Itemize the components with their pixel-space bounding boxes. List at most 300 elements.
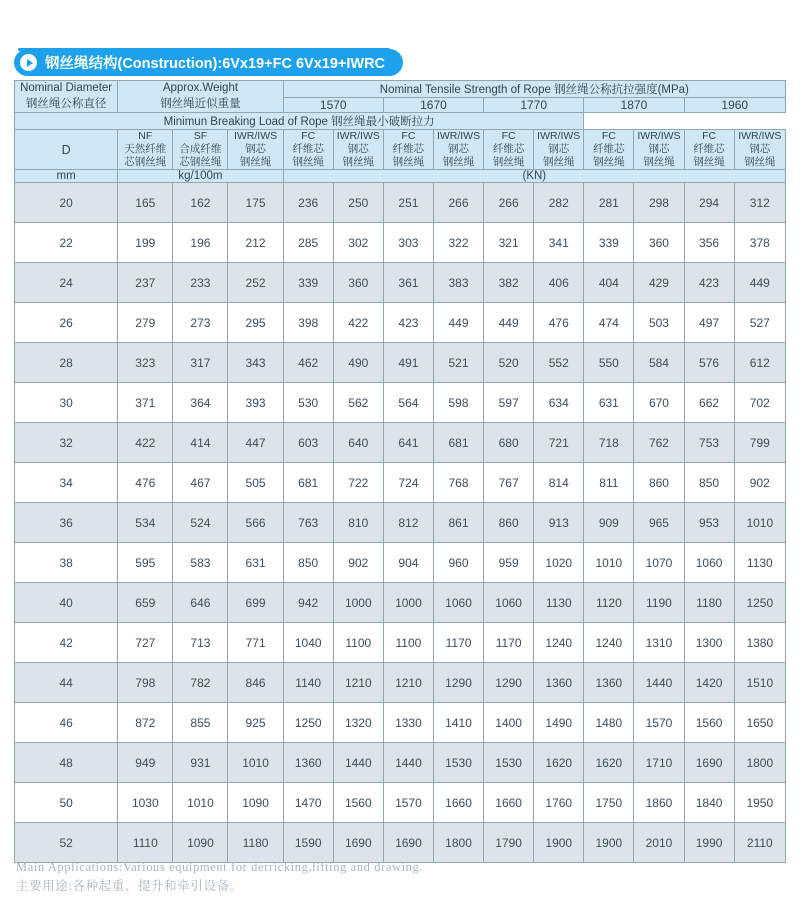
cell-breaking-load-8: 503 xyxy=(634,303,684,343)
header-row-column-codes xyxy=(15,130,786,170)
cell-breaking-load-2: 360 xyxy=(333,263,383,303)
table-row xyxy=(15,583,786,623)
header-code: IWR/IWS xyxy=(233,130,278,143)
header-weight-cn: 钢丝绳近似重量 xyxy=(160,97,241,110)
cell-breaking-load-1: 1250 xyxy=(283,703,333,743)
cell-breaking-load-1: 236 xyxy=(283,183,333,223)
cell-breaking-load-6: 913 xyxy=(534,503,584,543)
cell-weight-3: 505 xyxy=(228,463,283,503)
cell-breaking-load-10: 1800 xyxy=(734,743,785,783)
header-diameter-cn: 钢丝绳公称直径 xyxy=(25,97,107,110)
cell-diameter: 44 xyxy=(15,663,118,703)
header-code: IWR/IWS xyxy=(537,130,581,143)
cell-breaking-load-10: 1380 xyxy=(734,623,785,663)
cell-breaking-load-2: 250 xyxy=(333,183,383,223)
table-row xyxy=(15,783,786,823)
cell-breaking-load-10: 527 xyxy=(734,303,785,343)
cell-diameter: 34 xyxy=(15,463,118,503)
cell-breaking-load-2: 422 xyxy=(333,303,383,343)
cell-breaking-load-5: 449 xyxy=(484,303,534,343)
cell-breaking-load-2: 1000 xyxy=(333,583,383,623)
cell-weight-2: 1090 xyxy=(173,823,228,863)
table-row xyxy=(15,543,786,583)
header-col-weight-nf xyxy=(118,130,173,170)
cell-weight-2: 713 xyxy=(173,623,228,663)
footer-line-chinese: 主要用途:各种起重、提升和牵引设备。 xyxy=(16,878,243,893)
cell-breaking-load-9: 1840 xyxy=(684,783,734,823)
cell-breaking-load-4: 266 xyxy=(433,183,483,223)
cell-weight-3: 295 xyxy=(228,303,283,343)
footer-line-english: Main Applications:Various equipment for derricking,lifting and drawing. xyxy=(16,860,424,874)
cell-breaking-load-6: 1620 xyxy=(534,743,584,783)
header-cn-2: 钢丝绳 xyxy=(643,156,675,169)
header-cn-2: 钢丝绳 xyxy=(492,156,525,169)
construction-title-banner xyxy=(14,49,403,76)
cell-breaking-load-10: 1650 xyxy=(734,703,785,743)
cell-weight-2: 467 xyxy=(173,463,228,503)
header-cn-2: 钢丝绳 xyxy=(542,156,575,169)
cell-breaking-load-5: 1170 xyxy=(484,623,534,663)
cell-breaking-load-6: 552 xyxy=(534,343,584,383)
cell-breaking-load-5: 266 xyxy=(484,183,534,223)
header-row-units xyxy=(15,170,786,183)
cell-weight-1: 422 xyxy=(118,423,173,463)
cell-weight-1: 279 xyxy=(118,303,173,343)
header-approx-weight xyxy=(118,81,283,113)
cell-diameter: 50 xyxy=(15,783,118,823)
cell-breaking-load-6: 1490 xyxy=(534,703,584,743)
cell-weight-2: 414 xyxy=(173,423,228,463)
cell-breaking-load-10: 449 xyxy=(734,263,785,303)
cell-breaking-load-3: 1100 xyxy=(383,623,433,663)
header-unit-kn: (KN) xyxy=(283,170,785,183)
cell-breaking-load-5: 597 xyxy=(484,383,534,423)
cell-breaking-load-10: 1130 xyxy=(734,543,785,583)
header-code: FC xyxy=(702,130,717,143)
cell-weight-1: 1110 xyxy=(118,823,173,863)
cell-breaking-load-3: 1330 xyxy=(383,703,433,743)
cell-diameter: 22 xyxy=(15,223,118,263)
cell-weight-2: 317 xyxy=(173,343,228,383)
header-cn-2: 钢丝绳 xyxy=(292,156,324,169)
cell-breaking-load-8: 762 xyxy=(634,423,684,463)
cell-breaking-load-9: 1060 xyxy=(684,543,734,583)
table-body xyxy=(15,183,786,863)
cell-breaking-load-7: 339 xyxy=(584,223,634,263)
table-row xyxy=(15,463,786,503)
cell-breaking-load-7: 1900 xyxy=(584,823,634,863)
cell-breaking-load-3: 1440 xyxy=(383,743,433,783)
header-row-group-titles xyxy=(15,81,786,98)
cell-breaking-load-7: 909 xyxy=(584,503,634,543)
cell-breaking-load-7: 1750 xyxy=(584,783,634,823)
header-col-load-7 xyxy=(584,130,634,170)
cell-breaking-load-9: 576 xyxy=(684,343,734,383)
cell-weight-1: 476 xyxy=(118,463,173,503)
header-code: FC xyxy=(401,130,416,143)
cell-breaking-load-4: 861 xyxy=(433,503,483,543)
cell-breaking-load-8: 1570 xyxy=(634,703,684,743)
cell-breaking-load-9: 294 xyxy=(684,183,734,223)
cell-breaking-load-4: 449 xyxy=(433,303,483,343)
cell-breaking-load-5: 959 xyxy=(484,543,534,583)
cell-breaking-load-9: 753 xyxy=(684,423,734,463)
cell-breaking-load-4: 598 xyxy=(433,383,483,423)
cell-breaking-load-5: 520 xyxy=(484,343,534,383)
cell-diameter: 36 xyxy=(15,503,118,543)
cell-weight-1: 199 xyxy=(118,223,173,263)
cell-weight-1: 165 xyxy=(118,183,173,223)
cell-breaking-load-2: 1440 xyxy=(333,743,383,783)
header-strength-1960: 1960 xyxy=(684,98,785,113)
header-nominal-diameter xyxy=(15,81,118,113)
header-cn-2: 钢丝绳 xyxy=(744,156,776,169)
cell-weight-2: 273 xyxy=(173,303,228,343)
header-tensile-strength-title: Nominal Tensile Strength of Rope 钢丝绳公称抗拉强度(MPa) xyxy=(283,81,785,98)
cell-diameter: 38 xyxy=(15,543,118,583)
cell-weight-3: 252 xyxy=(228,263,283,303)
cell-breaking-load-1: 850 xyxy=(283,543,333,583)
cell-breaking-load-9: 356 xyxy=(684,223,734,263)
cell-breaking-load-3: 251 xyxy=(383,183,433,223)
cell-diameter: 28 xyxy=(15,343,118,383)
cell-weight-2: 364 xyxy=(173,383,228,423)
header-cn-2: 钢丝绳 xyxy=(342,156,375,169)
table-row xyxy=(15,183,786,223)
cell-breaking-load-2: 1690 xyxy=(333,823,383,863)
cell-breaking-load-10: 378 xyxy=(734,223,785,263)
table-row xyxy=(15,623,786,663)
header-cn-1: 纤维芯 xyxy=(492,143,525,156)
header-col-load-3 xyxy=(383,130,433,170)
cell-breaking-load-1: 1470 xyxy=(283,783,333,823)
cell-breaking-load-8: 1190 xyxy=(634,583,684,623)
cell-breaking-load-3: 812 xyxy=(383,503,433,543)
cell-breaking-load-6: 406 xyxy=(534,263,584,303)
header-cn-2: 钢丝绳 xyxy=(392,156,425,169)
cell-breaking-load-6: 634 xyxy=(534,383,584,423)
header-code: IWR/IWS xyxy=(436,130,481,143)
cell-weight-3: 566 xyxy=(228,503,283,543)
cell-breaking-load-5: 1790 xyxy=(484,823,534,863)
cell-weight-3: 699 xyxy=(228,583,283,623)
header-unit-kg-per-100m: kg/100m xyxy=(118,170,283,183)
cell-breaking-load-3: 1690 xyxy=(383,823,433,863)
header-cn-2: 芯钢丝绳 xyxy=(124,156,167,169)
cell-breaking-load-1: 681 xyxy=(283,463,333,503)
cell-breaking-load-10: 1510 xyxy=(734,663,785,703)
header-breaking-load-title: Minimun Breaking Load of Rope 钢丝绳最小破断拉力 xyxy=(15,113,584,130)
cell-breaking-load-3: 1000 xyxy=(383,583,433,623)
cell-diameter: 30 xyxy=(15,383,118,423)
header-strength-1670: 1670 xyxy=(383,98,483,113)
cell-breaking-load-1: 530 xyxy=(283,383,333,423)
cell-breaking-load-3: 1570 xyxy=(383,783,433,823)
cell-breaking-load-4: 1290 xyxy=(433,663,483,703)
cell-weight-3: 343 xyxy=(228,343,283,383)
header-cn-2: 钢丝绳 xyxy=(593,156,625,169)
cell-weight-1: 1030 xyxy=(118,783,173,823)
table-row xyxy=(15,503,786,543)
cell-breaking-load-3: 724 xyxy=(383,463,433,503)
header-cn-1: 钢芯 xyxy=(648,143,670,156)
header-symbol-d: D xyxy=(15,130,118,170)
cell-breaking-load-7: 1120 xyxy=(584,583,634,623)
header-code: FC xyxy=(601,130,616,143)
cell-breaking-load-9: 1300 xyxy=(684,623,734,663)
cell-weight-1: 371 xyxy=(118,383,173,423)
cell-breaking-load-9: 1560 xyxy=(684,703,734,743)
cell-breaking-load-3: 564 xyxy=(383,383,433,423)
cell-breaking-load-8: 1860 xyxy=(634,783,684,823)
cell-weight-1: 949 xyxy=(118,743,173,783)
cell-diameter: 42 xyxy=(15,623,118,663)
cell-weight-2: 855 xyxy=(173,703,228,743)
cell-weight-2: 583 xyxy=(173,543,228,583)
cell-breaking-load-10: 1010 xyxy=(734,503,785,543)
header-col-load-10 xyxy=(734,130,785,170)
cell-breaking-load-3: 641 xyxy=(383,423,433,463)
cell-breaking-load-4: 1410 xyxy=(433,703,483,743)
header-unit-mm: mm xyxy=(15,170,118,183)
header-col-load-6 xyxy=(534,130,584,170)
cell-breaking-load-5: 1060 xyxy=(484,583,534,623)
header-cn-2: 钢丝绳 xyxy=(442,156,475,169)
header-col-weight-sf xyxy=(173,130,228,170)
cell-breaking-load-6: 1240 xyxy=(534,623,584,663)
cell-breaking-load-8: 584 xyxy=(634,343,684,383)
cell-breaking-load-6: 1900 xyxy=(534,823,584,863)
cell-weight-1: 872 xyxy=(118,703,173,743)
header-cn-1: 合成纤维 xyxy=(179,143,222,156)
cell-breaking-load-7: 631 xyxy=(584,383,634,423)
table-header xyxy=(15,81,786,183)
cell-breaking-load-6: 1130 xyxy=(534,583,584,623)
cell-breaking-load-9: 953 xyxy=(684,503,734,543)
cell-breaking-load-9: 423 xyxy=(684,263,734,303)
header-cn-1: 钢芯 xyxy=(347,143,369,156)
cell-weight-2: 524 xyxy=(173,503,228,543)
cell-weight-3: 175 xyxy=(228,183,283,223)
cell-weight-2: 196 xyxy=(173,223,228,263)
cell-breaking-load-4: 521 xyxy=(433,343,483,383)
cell-breaking-load-5: 767 xyxy=(484,463,534,503)
cell-breaking-load-6: 282 xyxy=(534,183,584,223)
table-row xyxy=(15,823,786,863)
cell-breaking-load-1: 339 xyxy=(283,263,333,303)
cell-breaking-load-4: 681 xyxy=(433,423,483,463)
cell-weight-3: 846 xyxy=(228,663,283,703)
cell-breaking-load-7: 1620 xyxy=(584,743,634,783)
header-cn-2: 钢丝绳 xyxy=(693,156,725,169)
cell-weight-2: 646 xyxy=(173,583,228,623)
cell-weight-1: 534 xyxy=(118,503,173,543)
cell-breaking-load-4: 1800 xyxy=(433,823,483,863)
cell-weight-3: 631 xyxy=(228,543,283,583)
cell-breaking-load-5: 382 xyxy=(484,263,534,303)
cell-weight-1: 727 xyxy=(118,623,173,663)
cell-breaking-load-5: 1530 xyxy=(484,743,534,783)
cell-weight-3: 925 xyxy=(228,703,283,743)
cell-breaking-load-4: 383 xyxy=(433,263,483,303)
cell-breaking-load-1: 603 xyxy=(283,423,333,463)
cell-breaking-load-3: 423 xyxy=(383,303,433,343)
cell-diameter: 24 xyxy=(15,263,118,303)
header-diameter-en: Nominal Diameter xyxy=(20,82,113,94)
cell-weight-2: 233 xyxy=(173,263,228,303)
cell-weight-1: 798 xyxy=(118,663,173,703)
header-col-load-8 xyxy=(634,130,684,170)
header-code: SF xyxy=(193,130,208,143)
cell-breaking-load-8: 360 xyxy=(634,223,684,263)
cell-breaking-load-10: 312 xyxy=(734,183,785,223)
cell-weight-3: 771 xyxy=(228,623,283,663)
cell-breaking-load-7: 811 xyxy=(584,463,634,503)
cell-diameter: 20 xyxy=(15,183,118,223)
cell-diameter: 46 xyxy=(15,703,118,743)
cell-breaking-load-8: 965 xyxy=(634,503,684,543)
cell-weight-2: 782 xyxy=(173,663,228,703)
cell-breaking-load-5: 1400 xyxy=(484,703,534,743)
cell-breaking-load-6: 814 xyxy=(534,463,584,503)
cell-breaking-load-10: 902 xyxy=(734,463,785,503)
header-cn-1: 钢芯 xyxy=(245,143,267,156)
header-code: IWR/IWS xyxy=(738,130,782,143)
cell-breaking-load-7: 281 xyxy=(584,183,634,223)
cell-breaking-load-4: 1530 xyxy=(433,743,483,783)
cell-breaking-load-9: 1420 xyxy=(684,663,734,703)
cell-breaking-load-5: 680 xyxy=(484,423,534,463)
header-col-load-9 xyxy=(684,130,734,170)
cell-breaking-load-10: 1950 xyxy=(734,783,785,823)
header-col-load-4 xyxy=(433,130,483,170)
cell-breaking-load-2: 1320 xyxy=(333,703,383,743)
header-cn-1: 纤维芯 xyxy=(593,143,625,156)
cell-breaking-load-2: 640 xyxy=(333,423,383,463)
header-code: FC xyxy=(301,130,316,143)
table-row xyxy=(15,383,786,423)
cell-breaking-load-1: 462 xyxy=(283,343,333,383)
cell-breaking-load-5: 321 xyxy=(484,223,534,263)
cell-breaking-load-8: 1710 xyxy=(634,743,684,783)
cell-breaking-load-6: 341 xyxy=(534,223,584,263)
cell-weight-1: 237 xyxy=(118,263,173,303)
cell-breaking-load-7: 1480 xyxy=(584,703,634,743)
play-triangle-icon xyxy=(20,54,37,71)
cell-breaking-load-6: 1020 xyxy=(534,543,584,583)
cell-breaking-load-2: 562 xyxy=(333,383,383,423)
table-row xyxy=(15,223,786,263)
cell-breaking-load-8: 1440 xyxy=(634,663,684,703)
header-cn-1: 钢芯 xyxy=(749,143,771,156)
cell-breaking-load-3: 303 xyxy=(383,223,433,263)
header-col-load-1 xyxy=(283,130,333,170)
cell-diameter: 26 xyxy=(15,303,118,343)
cell-breaking-load-10: 702 xyxy=(734,383,785,423)
table-row xyxy=(15,423,786,463)
header-strength-1870: 1870 xyxy=(584,98,684,113)
cell-weight-2: 162 xyxy=(173,183,228,223)
table-row xyxy=(15,303,786,343)
cell-breaking-load-1: 942 xyxy=(283,583,333,623)
cell-diameter: 52 xyxy=(15,823,118,863)
cell-breaking-load-3: 491 xyxy=(383,343,433,383)
cell-breaking-load-8: 860 xyxy=(634,463,684,503)
cell-weight-2: 1010 xyxy=(173,783,228,823)
cell-weight-3: 1090 xyxy=(228,783,283,823)
cell-weight-2: 931 xyxy=(173,743,228,783)
cell-breaking-load-3: 904 xyxy=(383,543,433,583)
cell-breaking-load-7: 718 xyxy=(584,423,634,463)
cell-breaking-load-1: 1590 xyxy=(283,823,333,863)
cell-weight-3: 393 xyxy=(228,383,283,423)
header-row-breaking-load xyxy=(15,113,786,130)
cell-breaking-load-2: 1100 xyxy=(333,623,383,663)
cell-breaking-load-8: 670 xyxy=(634,383,684,423)
cell-weight-3: 1180 xyxy=(228,823,283,863)
banner-title-text: 钢丝绳结构(Construction):6Vx19+FC 6Vx19+IWRC xyxy=(45,56,386,72)
cell-breaking-load-10: 799 xyxy=(734,423,785,463)
cell-breaking-load-9: 497 xyxy=(684,303,734,343)
cell-breaking-load-4: 322 xyxy=(433,223,483,263)
cell-breaking-load-8: 1070 xyxy=(634,543,684,583)
cell-weight-1: 323 xyxy=(118,343,173,383)
cell-breaking-load-4: 960 xyxy=(433,543,483,583)
cell-breaking-load-9: 1990 xyxy=(684,823,734,863)
cell-breaking-load-9: 662 xyxy=(684,383,734,423)
header-col-load-5 xyxy=(484,130,534,170)
header-cn-1: 钢芯 xyxy=(548,143,570,156)
header-col-weight-iwr xyxy=(228,130,283,170)
cell-weight-3: 212 xyxy=(228,223,283,263)
cell-breaking-load-5: 1290 xyxy=(484,663,534,703)
cell-breaking-load-10: 612 xyxy=(734,343,785,383)
cell-breaking-load-4: 768 xyxy=(433,463,483,503)
cell-breaking-load-1: 1040 xyxy=(283,623,333,663)
cell-breaking-load-3: 361 xyxy=(383,263,433,303)
cell-diameter: 40 xyxy=(15,583,118,623)
header-strength-1570: 1570 xyxy=(283,98,383,113)
cell-breaking-load-1: 398 xyxy=(283,303,333,343)
cell-breaking-load-6: 721 xyxy=(534,423,584,463)
cell-breaking-load-6: 476 xyxy=(534,303,584,343)
header-cn-1: 钢芯 xyxy=(448,143,470,156)
cell-breaking-load-2: 490 xyxy=(333,343,383,383)
cell-breaking-load-6: 1360 xyxy=(534,663,584,703)
cell-breaking-load-8: 298 xyxy=(634,183,684,223)
header-cn-1: 纤维芯 xyxy=(693,143,725,156)
table-row xyxy=(15,663,786,703)
cell-breaking-load-9: 850 xyxy=(684,463,734,503)
cell-breaking-load-5: 1660 xyxy=(484,783,534,823)
cell-breaking-load-3: 1210 xyxy=(383,663,433,703)
header-cn-1: 纤维芯 xyxy=(292,143,324,156)
cell-breaking-load-10: 1250 xyxy=(734,583,785,623)
cell-breaking-load-4: 1170 xyxy=(433,623,483,663)
table-row xyxy=(15,703,786,743)
specification-table-wrapper xyxy=(14,80,786,863)
cell-breaking-load-7: 1010 xyxy=(584,543,634,583)
header-weight-en: Approx.Weight xyxy=(162,82,239,94)
header-code: NF xyxy=(138,130,153,143)
cell-breaking-load-7: 550 xyxy=(584,343,634,383)
table-row xyxy=(15,343,786,383)
cell-breaking-load-2: 722 xyxy=(333,463,383,503)
header-cn-1: 天然纤维 xyxy=(124,143,167,156)
cell-breaking-load-7: 404 xyxy=(584,263,634,303)
wire-rope-specification-table xyxy=(14,80,786,863)
cell-breaking-load-4: 1660 xyxy=(433,783,483,823)
